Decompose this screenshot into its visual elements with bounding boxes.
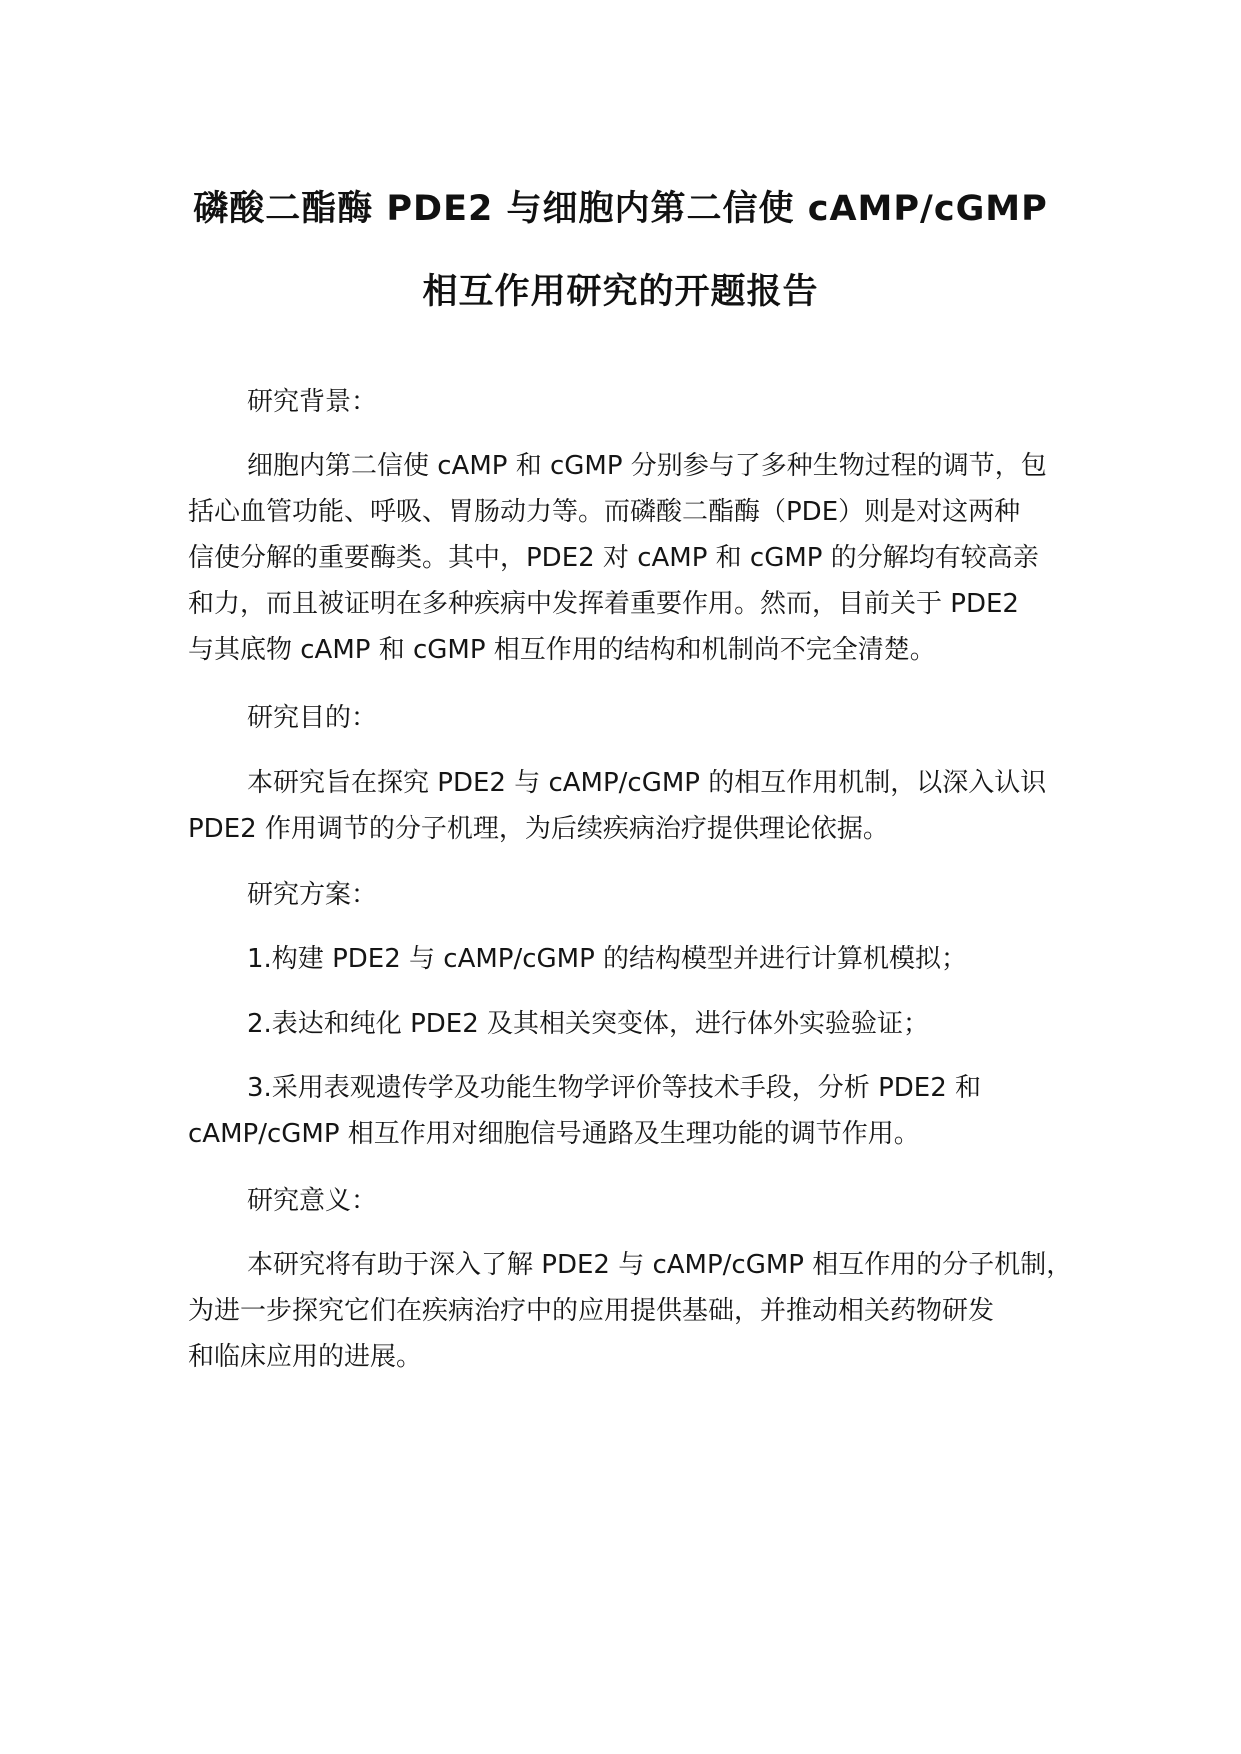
paragraph-line: 本研究将有助于深入了解 PDE2 与 cAMP/cGMP 相互作用的分子机制， — [247, 1250, 1073, 1280]
document-title-line-1: 磷酸二酯酶 PDE2 与细胞内第二信使 cAMP/cGMP — [193, 189, 1048, 229]
document-title-line-2: 相互作用研究的开题报告 — [422, 272, 819, 312]
paragraph-line: 与其底物 cAMP 和 cGMP 相互作用的结构和机制尚不完全清楚。 — [188, 635, 936, 665]
paragraph-line: 和力，而且被证明在多种疾病中发挥着重要作用。然而，目前关于 PDE2 — [188, 589, 1019, 619]
paragraph-line: 本研究旨在探究 PDE2 与 cAMP/cGMP 的相互作用机制，以深入认识 — [247, 768, 1047, 798]
section-heading-plan: 研究方案： — [247, 880, 378, 910]
paragraph-line: 细胞内第二信使 cAMP 和 cGMP 分别参与了多种生物过程的调节，包 — [247, 451, 1047, 481]
plan-item-2: 2.表达和纯化 PDE2 及其相关突变体，进行体外实验验证； — [247, 1009, 930, 1039]
paragraph-line: 括心血管功能、呼吸、胃肠动力等。而磷酸二酯酶（PDE）则是对这两种 — [188, 497, 1021, 527]
section-heading-purpose: 研究目的： — [247, 703, 378, 733]
plan-item-1: 1.构建 PDE2 与 cAMP/cGMP 的结构模型并进行计算机模拟； — [247, 944, 968, 974]
paragraph-line: 和临床应用的进展。 — [188, 1342, 423, 1372]
paragraph-line: 为进一步探究它们在疾病治疗中的应用提供基础，并推动相关药物研发 — [188, 1296, 995, 1326]
section-heading-significance: 研究意义： — [247, 1186, 378, 1216]
plan-item-3-line: cAMP/cGMP 相互作用对细胞信号通路及生理功能的调节作用。 — [188, 1119, 920, 1149]
plan-item-3-line: 3.采用表观遗传学及功能生物学评价等技术手段，分析 PDE2 和 — [247, 1073, 982, 1103]
paragraph-line: PDE2 作用调节的分子机理，为后续疾病治疗提供理论依据。 — [188, 814, 889, 844]
section-heading-background: 研究背景： — [247, 387, 378, 417]
paragraph-line: 信使分解的重要酶类。其中，PDE2 对 cAMP 和 cGMP 的分解均有较高亲 — [188, 543, 1039, 573]
